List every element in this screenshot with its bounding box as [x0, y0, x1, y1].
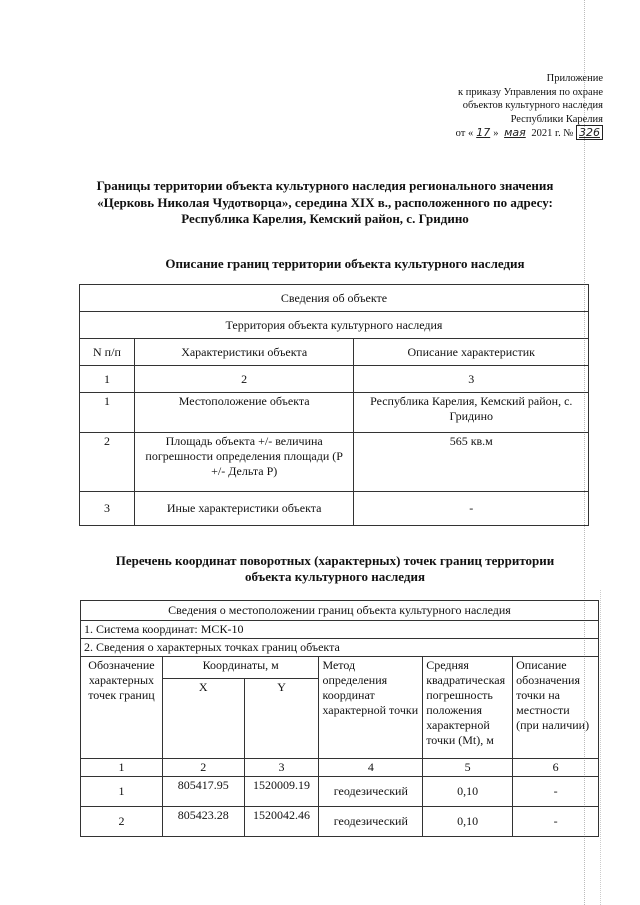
t2-colnum-5: 5 — [423, 759, 513, 777]
table-row — [80, 393, 589, 433]
t2-col-y: Y — [244, 679, 319, 759]
t2-col-x: X — [162, 679, 244, 759]
table-row — [80, 433, 589, 492]
t1-colnum-3: 3 — [354, 366, 589, 393]
t2-row1-desc: - — [513, 777, 599, 807]
t1-row2-name: Площадь объекта +/- величина погрешности определения площади (P +/- Дельта P) — [134, 433, 354, 492]
order-day: 17 — [476, 126, 491, 140]
t1-colnum-1: 1 — [80, 366, 135, 393]
t1-row1-n: 1 — [80, 393, 135, 433]
t1-col-desc: Описание характеристик — [354, 339, 589, 366]
section2-title — [75, 553, 595, 585]
t2-header: Сведения о местоположении границ объекта культурного наследия — [81, 601, 599, 621]
order-ot: от « — [455, 128, 474, 140]
t2-row1-error: 0,10 — [423, 777, 513, 807]
title-line-3: Республика Карелия, Кемский район, с. Гридино — [181, 211, 469, 226]
table-row — [81, 807, 599, 837]
t2-colnum-1: 1 — [81, 759, 163, 777]
t2-colnum-3: 3 — [244, 759, 319, 777]
t2-row2-x: 805423.28 — [162, 807, 244, 837]
t2-row2-method: геодезический — [319, 807, 423, 837]
t2-row1-n: 1 — [81, 777, 163, 807]
table-row — [81, 777, 599, 807]
t2-colnum-6: 6 — [513, 759, 599, 777]
t1-colnum-2: 2 — [134, 366, 354, 393]
order-month: мая — [504, 126, 526, 140]
section2-title-line-1: Перечень координат поворотных (характерных) точек границ территории — [115, 553, 555, 568]
t1-subheader: Территория объекта культурного наследия — [80, 312, 589, 339]
appendix-line-4: Республики Карелия — [510, 113, 603, 125]
t2-row2-error: 0,10 — [423, 807, 513, 837]
t2-col-desc: Описание обозначения точки на местности (при наличии) — [513, 657, 599, 759]
t2-row2-n: 2 — [81, 807, 163, 837]
page-edge-line-lower — [600, 590, 601, 905]
t2-col-method: Метод определения координат характерной точки — [319, 657, 423, 759]
appendix-block — [343, 72, 603, 141]
t2-row2-desc: - — [513, 807, 599, 837]
t2-col-coords: Координаты, м — [162, 657, 319, 679]
t2-row1-y: 1520009.19 — [244, 777, 319, 807]
coordinates-table — [80, 600, 599, 837]
t1-row1-desc: Республика Карелия, Кемский район, с. Гридино — [354, 393, 589, 433]
t2-row1-x: 805417.95 — [162, 777, 244, 807]
section2-title-line-2: объекта культурного наследия — [245, 569, 425, 584]
t2-col-designation: Обозначение характерных точек границ — [81, 657, 163, 759]
t1-row3-n: 3 — [80, 492, 135, 526]
t2-coord-system: 1. Система координат: МСК-10 — [81, 621, 599, 639]
t1-row2-n: 2 — [80, 433, 135, 492]
object-info-table — [79, 284, 589, 526]
t1-header: Сведения об объекте — [80, 285, 589, 312]
t2-points-header: 2. Сведения о характерных точках границ объекта — [81, 639, 599, 657]
t2-colnum-2: 2 — [162, 759, 244, 777]
order-date-line — [343, 126, 603, 141]
t1-col-num: N п/п — [80, 339, 135, 366]
document-title — [60, 178, 590, 228]
t1-row3-desc: - — [354, 492, 589, 526]
title-line-2: «Церковь Николая Чудотворца», середина XIX в., расположенного по адресу: — [97, 194, 553, 210]
order-quote: » — [493, 128, 499, 140]
t1-row1-name: Местоположение объекта — [134, 393, 354, 433]
t2-colnum-4: 4 — [319, 759, 423, 777]
order-year: 2021 г. № — [531, 128, 574, 140]
appendix-line-1: Приложение — [546, 73, 603, 84]
t1-row3-name: Иные характеристики объекта — [134, 492, 354, 526]
t2-row1-method: геодезический — [319, 777, 423, 807]
t2-row2-y: 1520042.46 — [244, 807, 319, 837]
t2-col-error: Средняя квадратическая погрешность положения характерной точки (Mt), м — [423, 657, 513, 759]
section1-title: Описание границ территории объекта культурного наследия — [165, 256, 525, 271]
appendix-line-3: объектов культурного наследия — [462, 100, 603, 112]
t1-col-char: Характеристики объекта — [134, 339, 354, 366]
appendix-line-2: к приказу Управления по охране — [458, 86, 603, 98]
t1-row2-desc: 565 кв.м — [354, 433, 589, 492]
title-line-1: Границы территории объекта культурного наследия регионального значения — [96, 178, 554, 193]
table-row — [80, 492, 589, 526]
order-number: 326 — [576, 125, 603, 140]
